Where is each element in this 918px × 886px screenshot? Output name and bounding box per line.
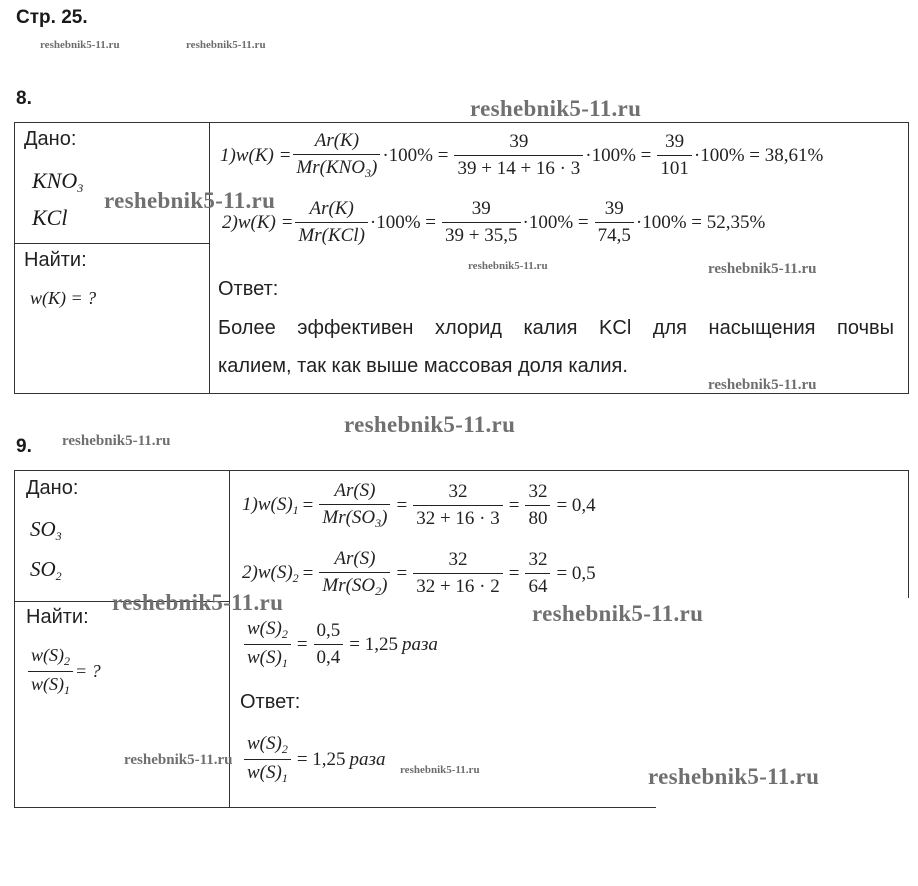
formula-2: 2)w(K) = $\frac{Ar(K)}{\text{Mr(KCl)}}$ ·100% = $\frac{39}{39 + 35,5}$ ·100% = $\frac{39}{74,5}$ ·100% = 52,35%	[222, 198, 766, 246]
given-label: Дано:	[26, 477, 79, 499]
watermark: reshebnik5-11.ru	[648, 764, 820, 789]
watermark: reshebnik5-11.ru	[468, 260, 548, 272]
formula-prefix: $1)w(S)_1$	[242, 493, 299, 517]
watermark: reshebnik5-11.ru	[708, 377, 817, 393]
table-border	[908, 470, 909, 598]
table-border	[908, 122, 909, 394]
find-value: w(K) = ?	[30, 288, 97, 308]
watermark: reshebnik5-11.ru	[186, 39, 266, 51]
table-divider	[209, 122, 210, 394]
fraction: $\frac{32}{32 + 16 \cdot 2}$	[413, 549, 503, 598]
formula-prefix: $2)w(S)_2$	[242, 561, 299, 585]
watermark: reshebnik5-11.ru	[40, 39, 120, 51]
answer-text-line-2: калием, так как выше массовая доля калия.	[218, 355, 628, 377]
answer-label: Ответ:	[218, 278, 279, 300]
given-kcl: KCl	[32, 205, 68, 230]
fraction: $\frac{39}{74,5}$	[595, 198, 634, 247]
formula-2: $2)w(S)_2$ = $\frac{Ar(S)}{Mr(SO_2)}$ = $\frac{32}{32 + 16 \cdot 2}$ = $\frac{32}{64}$ = 0,5	[242, 548, 596, 598]
fraction: $\frac{Ar(K)}{Mr(KNO_3)}$	[293, 130, 380, 181]
table-border	[14, 807, 656, 808]
table-border	[14, 122, 909, 123]
given-label: Дано:	[24, 128, 77, 150]
task-number: 9.	[16, 436, 32, 457]
fraction: $\frac{32}{32 + 16 \cdot 3}$	[413, 481, 503, 530]
fraction: $\frac{w(S)_2}{w(S)_1}$	[28, 645, 73, 698]
given-kno3: $KNO_3$	[32, 168, 84, 195]
watermark: reshebnik5-11.ru	[62, 433, 171, 449]
formula-1: $1)w(S)_1$ = $\frac{Ar(S)}{Mr(SO_3)}$ = $\frac{32}{32 + 16 \cdot 3}$ = $\frac{32}{80}$ = 0,4	[242, 480, 596, 530]
watermark: reshebnik5-11.ru	[112, 590, 284, 615]
answer-label: Ответ:	[240, 691, 301, 713]
table-border	[14, 470, 15, 808]
given-so2: $SO_2$	[30, 557, 62, 583]
find-ratio: $\frac{w(S)_2}{w(S)_1}$ = ?	[26, 645, 101, 698]
watermark: reshebnik5-11.ru	[400, 764, 480, 776]
watermark: reshebnik5-11.ru	[124, 752, 233, 768]
fraction: $\frac{Ar(K)}{\text{Mr(KCl)}}$	[295, 198, 368, 247]
fraction: $\frac{Ar(S)}{Mr(SO_3)}$	[319, 480, 390, 531]
table-border	[14, 122, 15, 394]
fraction: $\frac{39}{39 + 35,5}$	[442, 198, 520, 247]
watermark: reshebnik5-11.ru	[104, 188, 276, 213]
fraction: $\frac{39}{101}$	[657, 131, 692, 180]
table-divider	[14, 243, 210, 244]
fraction: $\frac{0,5}{0,4}$	[314, 620, 344, 669]
answer-formula: $\frac{w(S)_2}{w(S)_1}$ = 1,25 раза	[242, 733, 385, 786]
table-border	[14, 470, 909, 471]
page-title: Стр. 25.	[16, 7, 88, 28]
watermark: reshebnik5-11.ru	[532, 601, 704, 626]
fraction: $\frac{39}{39 + 14 + 16 \cdot 3}$	[454, 131, 583, 180]
formula-prefix: 2)w(K) =	[222, 211, 294, 233]
given-so3: $SO_3$	[30, 517, 62, 543]
find-label: Найти:	[26, 606, 89, 628]
fraction: $\frac{Ar(S)}{Mr(SO_2)}$	[319, 548, 390, 599]
fraction: $\frac{w(S)_2}{w(S)_1}$	[244, 733, 291, 786]
find-label: Найти:	[24, 249, 87, 271]
formula-3: $\frac{w(S)_2}{w(S)_1}$ = $\frac{0,5}{0,4}$ = 1,25 раза	[242, 618, 438, 671]
formula-prefix: 1)w(K) =	[220, 144, 292, 166]
fraction: $\frac{w(S)_2}{w(S)_1}$	[244, 618, 291, 671]
watermark: reshebnik5-11.ru	[708, 261, 817, 277]
fraction: $\frac{32}{64}$	[525, 549, 550, 598]
watermark: reshebnik5-11.ru	[344, 412, 516, 437]
fraction: $\frac{32}{80}$	[525, 481, 550, 530]
answer-text-line-1: Более эффективен хлорид калия KCl для насыщения почвы	[218, 317, 894, 339]
formula-1: 1)w(K) = $\frac{Ar(K)}{Mr(KNO_3)}$ ·100% = $\frac{39}{39 + 14 + 16 \cdot 3}$ ·100% = $\frac{39}{101}$ ·100% = 38,61%	[220, 130, 824, 180]
watermark: reshebnik5-11.ru	[470, 96, 642, 121]
task-number: 8.	[16, 88, 32, 109]
